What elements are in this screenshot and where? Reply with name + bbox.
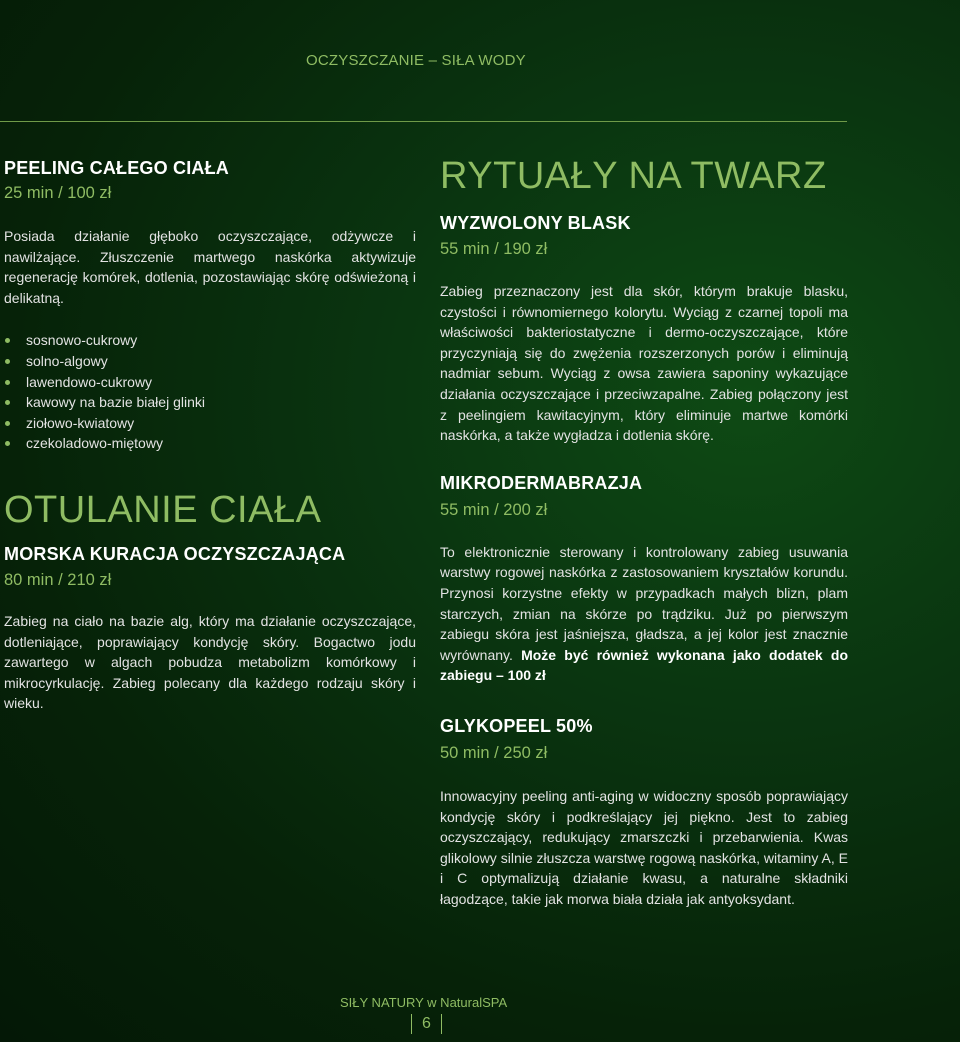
- list-item: czekoladowo-miętowy: [4, 433, 416, 454]
- page-header-title: OCZYSZCZANIE – SIŁA WODY: [306, 52, 526, 69]
- treatment-title: PEELING CAŁEGO CIAŁA: [4, 158, 230, 178]
- treatment-description: Zabieg na ciało na bazie alg, który ma działanie oczyszczające, dotleniające, poprawiający kondycję skóry. Bogactwo jodu zawartego w algach pobudza metabolizm komórkowy i mikrocyrkulację. Zabieg polecany dla każdego rodzaju skóry i wieku.: [4, 612, 416, 712]
- treatment-title: WYZWOLONY BLASK: [440, 213, 631, 233]
- section-otulanie: [4, 490, 416, 714]
- header-divider: [0, 121, 847, 122]
- treatment-peeling: [4, 158, 416, 454]
- treatment-description: Innowacyjny peeling anti-aging w widoczny sposób poprawiający kondycję skóry i podkreślający jej piękno. Jest to zabieg oczyszczający, redukujący zmarszczki i przebarwienia. Kwas glikolowy silnie złuszcza warstwę rogową naskórka, witaminy A, E i C optymalizują działanie kwasu, a naturalne składniki łagodzące, takie jak morwa biała działa jak antyoksydant.: [440, 787, 848, 907]
- section-title: RYTUAŁY NA TWARZ: [440, 155, 827, 197]
- page-number-divider: [441, 1014, 442, 1034]
- treatment-description: To elektronicznie sterowany i kontrolowany zabieg usuwania warstwy rogowej naskórka z zastosowaniem kryształów korundu. Przynosi korzystne efekty w przypadkach małych blizn, plam starczych, zmian na skórze po trądziku. Już po pierwszym zabiegu skóra jest jaśniejsza, gładsza, a jej kolor jest znacznie wyrównany. Może być również wykonana jako dodatek do zabiegu – 100 zł: [440, 543, 849, 684]
- treatment-glykopeel: [440, 716, 848, 910]
- treatment-title: GLYKOPEEL 50%: [440, 715, 593, 736]
- bullet-icon: [5, 400, 10, 405]
- treatment-price: 55 min / 200 zł: [440, 500, 548, 519]
- treatment-price: 55 min / 190 zł: [440, 240, 548, 258]
- treatment-price: 80 min / 210 zł: [4, 570, 112, 589]
- bullet-icon: [5, 380, 10, 385]
- section-title: OTULANIE CIAŁA: [4, 488, 322, 531]
- bullet-icon: [5, 359, 10, 364]
- list-item: sosnowo-cukrowy: [4, 330, 416, 351]
- page-number: [411, 1014, 442, 1034]
- bullet-icon: [5, 421, 10, 426]
- treatment-price: 50 min / 250 zł: [440, 743, 548, 762]
- treatment-wyzwolony-blask: [440, 213, 848, 446]
- treatment-title: MIKRODERMABRAZJA: [440, 472, 643, 493]
- list-item: lawendowo-cukrowy: [4, 372, 416, 393]
- treatment-price: 25 min / 100 zł: [4, 184, 112, 202]
- treatment-mikrodermabrazja: [440, 473, 848, 686]
- peeling-options-list: [4, 330, 416, 454]
- treatment-description: Zabieg przeznaczony jest dla skór, którym brakuje blasku, czystości i równomiernego kolorytu. Wyciąg z czarnej topoli ma właściwości bakteriostatyczne i dermo-oczyszczające, które przyczyniają się do zwężenia rozszerzonych porów i eliminują nadmiar sebum. Wyciąg z owsa zawiera saponiny wykazujące działania oczyszczające i przeciwzapalne. Zabieg połączony jest z peelingiem kawitacyjnym, który eliminuje martwe komórki naskórka, a także wygładza i dotlenia skórę.: [440, 283, 848, 444]
- list-item: ziołowo-kwiatowy: [4, 413, 416, 434]
- bullet-icon: [5, 441, 10, 446]
- list-item: kawowy na bazie białej glinki: [4, 392, 416, 413]
- list-item: solno-algowy: [4, 351, 416, 372]
- footer-brand: SIŁY NATURY w NaturalSPA: [340, 995, 508, 1010]
- left-column: [4, 158, 416, 714]
- page-number-value: 6: [422, 1015, 431, 1032]
- addon-note: Może być również wykonana jako dodatek do zabiegu – 100 zł: [440, 646, 849, 684]
- treatment-description: Posiada działanie głęboko oczyszczające, odżywcze i nawilżające. Złuszczenie martwego naskórka aktywizuje regenerację komórek, dotlenia, pozostawiając skórę odświeżoną i delikatną.: [4, 228, 416, 306]
- right-column: [440, 156, 848, 909]
- treatment-title: MORSKA KURACJA OCZYSZCZAJĄCA: [4, 543, 346, 564]
- bullet-icon: [5, 338, 10, 343]
